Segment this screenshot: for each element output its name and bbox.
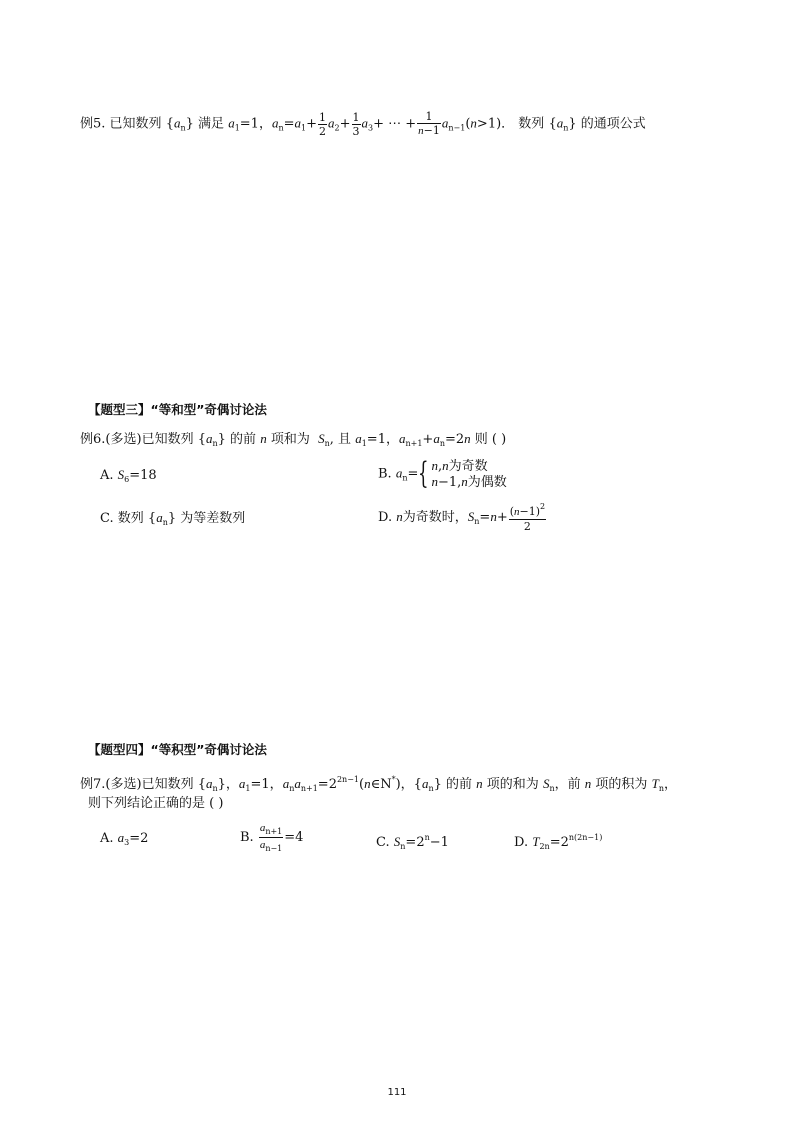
case-text: 为奇数 <box>448 459 488 474</box>
option-label: B. <box>378 466 392 482</box>
option-label: D. <box>378 510 393 525</box>
multi-select-tag: (多选) <box>105 432 142 447</box>
example-7-text: 已知数列 <box>141 777 194 792</box>
option-text: 为奇数时， <box>402 510 468 525</box>
example-6-stem: 例6.(多选)已知数列 $\{a_n\}$ 的前 n 项和为 $S_n$, 且 $a_1=1$，$a_{n+1}+a_n=2n$ 则 ( ) <box>80 431 507 448</box>
option-a: A. $S_6=18$ <box>100 467 157 484</box>
section-heading-type-3: 【题型三】“等和型”奇偶讨论法 <box>88 402 267 417</box>
option-a: A. $a_3=2$ <box>100 830 149 847</box>
example-7-text: 项的积为 <box>595 777 648 792</box>
option-b: B. $a_n=${ n,n为奇数 n−1,n为偶数 <box>378 456 507 491</box>
example-5-text: 数列 <box>518 116 545 132</box>
example-6-text: 且 <box>338 432 352 447</box>
option-label: B. <box>240 830 254 845</box>
example-7-stem-line-1: 例7.(多选)已知数列 $\{a_n\}$，$a_1=1$，$a_na_{n+1}=2^{2n-1}(n\in N^*)$，$\{a_n\}$ 的前 n 项的和为 $S_n$，前 n 项的积为 $T_n$， <box>80 775 677 793</box>
option-label: A. <box>100 468 114 483</box>
section-heading-type-4: 【题型四】“等积型”奇偶讨论法 <box>88 742 267 757</box>
example-6-text: 的前 <box>230 432 257 447</box>
example-6-text: 项和为 <box>270 432 310 447</box>
multi-select-tag: (多选) <box>105 777 142 792</box>
option-d: D. $T_{2n}=2^{n(2n-1)}$ <box>514 833 603 851</box>
example-7-label: 例7. <box>80 777 106 792</box>
option-label: A. <box>100 831 114 846</box>
option-text: 为等差数列 <box>180 511 246 526</box>
option-b: B. $\frac{a_{n+1}}{a_{n-1}}$ =4 <box>240 822 304 853</box>
option-label: C. <box>376 835 390 850</box>
case-text: 为偶数 <box>467 475 507 490</box>
example-5-text: 满足 <box>198 116 225 132</box>
example-6-text: 已知数列 <box>141 432 194 447</box>
example-5-text: 的通项公式 <box>580 116 646 132</box>
example-7-text: 前 <box>567 777 581 792</box>
option-c: C. 数列 $\{a_n\}$ 为等差数列 <box>100 510 246 527</box>
option-d: D. n为奇数时，$S_n=n+$ $\frac{(n-1)^2}{2}$ <box>378 502 546 533</box>
example-7-stem-line-2: 则下列结论正确的是 ( ) <box>88 796 224 811</box>
page-number: 111 <box>387 1087 407 1098</box>
option-label: C. <box>100 511 114 526</box>
option-text: 数列 <box>117 511 144 526</box>
example-6-label: 例6. <box>80 432 106 447</box>
option-label: D. <box>514 835 529 850</box>
example-7-text: 项的和为 <box>486 777 539 792</box>
example-5-text: 已知数列 <box>109 116 162 132</box>
option-c: C. $S_n=2^n-1$ <box>376 833 449 851</box>
example-5-line: 例5. 已知数列 $\{a_n\}$ 满足 $a_1=1$，$a_n=a_1+$ $\frac{1}{2}$ $a_2+$ $\frac{1}{3}$ $a_3+$ ⋯ + $\frac{1}{n-1}$ $a_{n-1}(n>1)$． 数列 $\{a_n\}$ 的通项公式 <box>80 110 646 138</box>
example-6-text: 则 ( ) <box>474 432 507 447</box>
example-5-label: 例5. <box>80 116 106 132</box>
example-7-text: 的前 <box>446 777 473 792</box>
